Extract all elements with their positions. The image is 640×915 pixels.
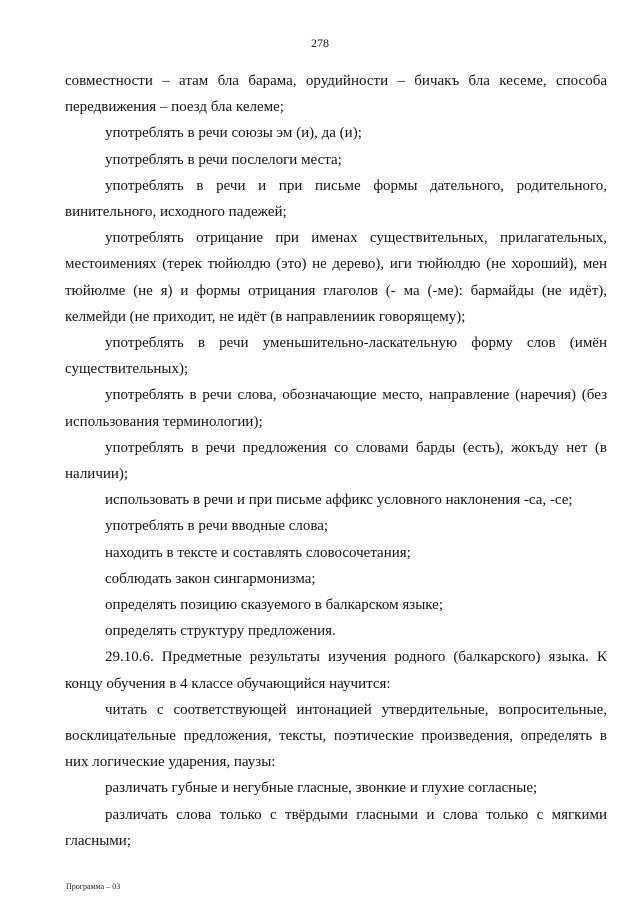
paragraph: совместности – атам бла барама, орудийности – бичакъ бла кесеме, способа передвижения – поезд бла келеме; — [65, 73, 607, 116]
paragraph: различать губные и негубные гласные, звонкие и глухие согласные; — [105, 780, 538, 797]
paragraph: находить в тексте и составлять словосочетания; — [105, 544, 411, 561]
paragraph: соблюдать закон сингармонизма; — [105, 570, 316, 587]
paragraph: употреблять в речи и при письме формы дательного, родительного, винительного, исходного падежей; — [65, 177, 607, 221]
document-body — [65, 68, 607, 854]
paragraph: употреблять в речи союзы эм (и), да (и); — [105, 125, 362, 142]
paragraph: использовать в речи и при письме аффикс условного наклонения -са, -се; — [105, 492, 573, 509]
section-heading-paragraph: 29.10.6. Предметные результаты изучения родного (балкарского) языка. К концу обучения в 4 классе обучающийся научится: — [65, 649, 607, 692]
paragraph: употреблять в речи слова, обозначающие место, направление (наречия) (без использования терминологии); — [65, 387, 607, 430]
paragraph: употреблять отрицание при именах существительных, прилагательных, местоимениях (терек тюйюлдю (это) не дерево), иги тюйюлдю (не хороший), мен тюйюлме (не я) и формы отрицания глаголов (- ма (-ме): бармайды (не идёт), келмейди (не приходит, не идёт (в направлениик говорящему); — [65, 230, 607, 325]
page-number: 278 — [311, 36, 329, 50]
paragraph: употреблять в речи уменьшительно-ласкательную форму слов (имён существительных); — [65, 335, 607, 378]
paragraph: определять позицию сказуемого в балкарском языке; — [105, 597, 444, 614]
paragraph: определять структуру предложения. — [105, 623, 336, 640]
paragraph: читать с соответствующей интонацией утвердительные, вопросительные, восклицательные предложения, тексты, поэтические произведения, определять в них логические ударения, паузы: — [65, 701, 607, 771]
page-footer: Программа – 03 — [66, 882, 121, 891]
paragraph: употреблять в речи послелоги места; — [105, 151, 342, 168]
paragraph: употреблять в речи предложения со словами барды (есть), жокъду нет (в наличии); — [65, 439, 607, 483]
paragraph: употреблять в речи вводные слова; — [105, 518, 329, 535]
paragraph: различать слова только с твёрдыми гласными и слова только с мягкими гласными; — [65, 806, 607, 849]
